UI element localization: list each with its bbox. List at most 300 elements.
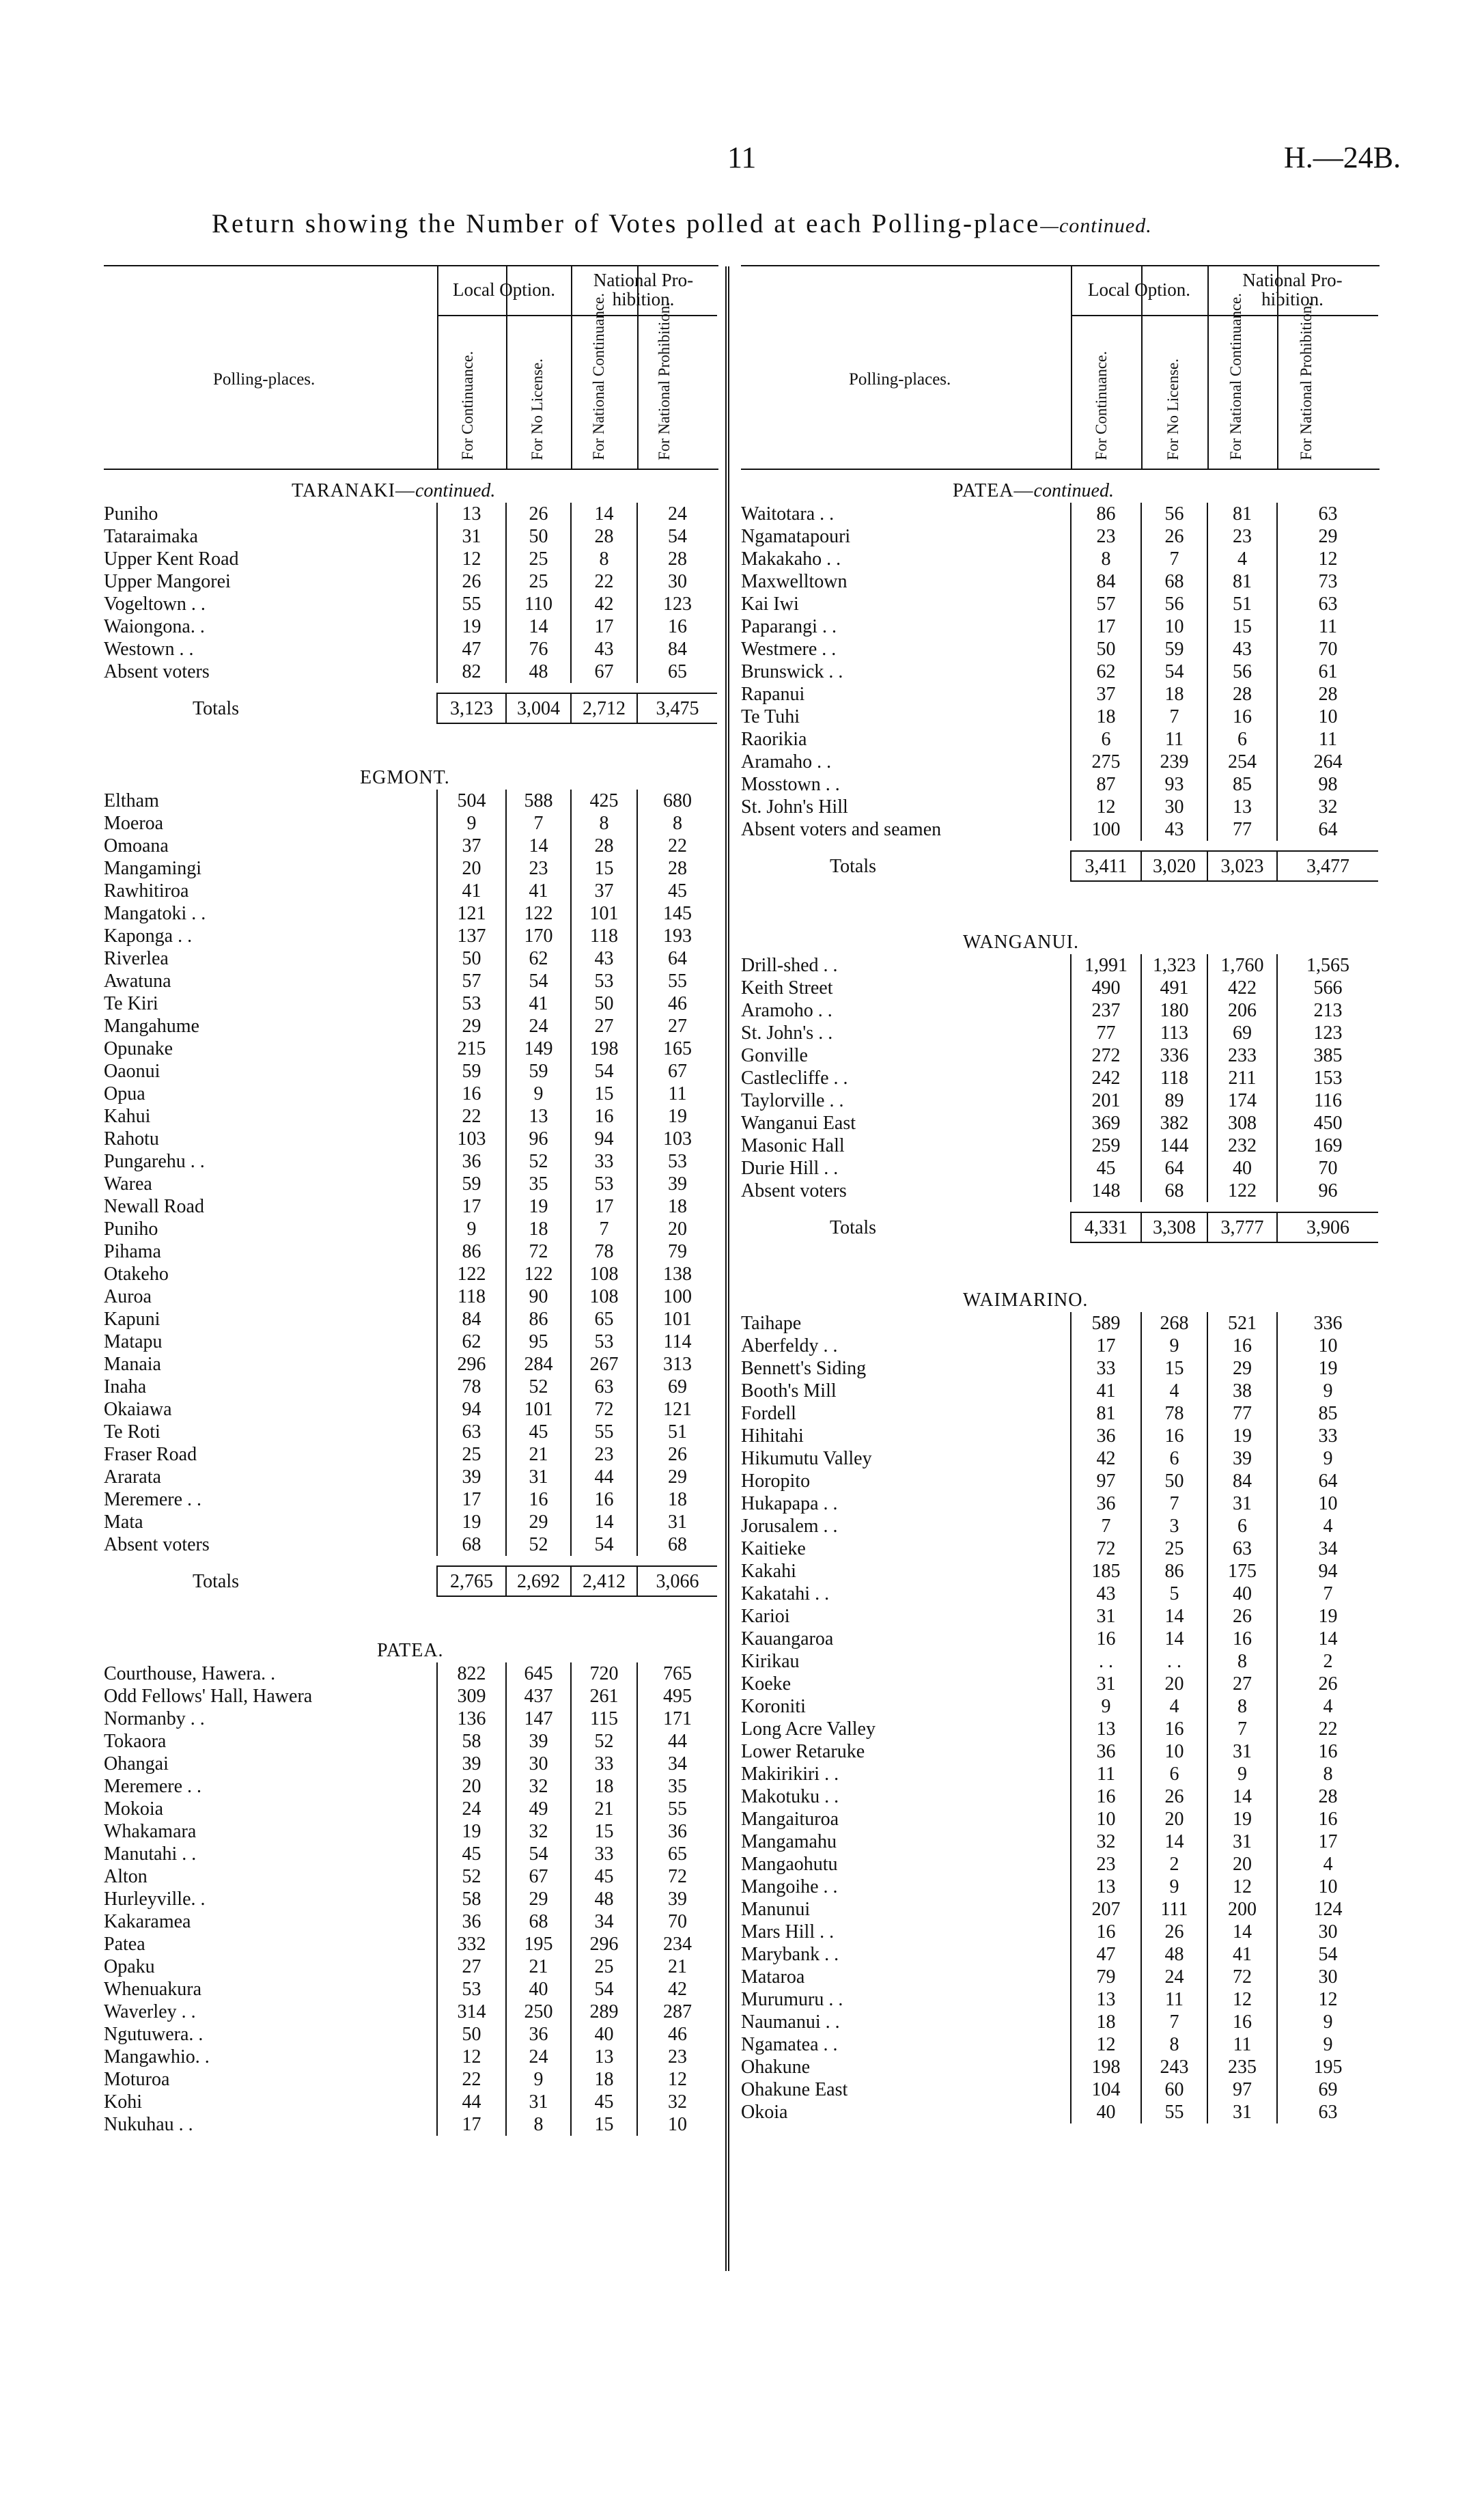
polling-place-name: Matapu	[104, 1331, 163, 1352]
vote-count: 16	[1071, 1921, 1141, 1943]
vote-count: 153	[1277, 1067, 1378, 1089]
vote-count: 44	[637, 1730, 717, 1753]
vote-count: 29	[637, 1466, 717, 1488]
vote-count: 23	[1071, 1853, 1141, 1876]
vote-count: 118	[437, 1285, 506, 1308]
table-row	[741, 1312, 1378, 1335]
table-row	[741, 954, 1378, 977]
vote-count: 495	[637, 1685, 717, 1708]
polling-place-name: Absent voters and seamen	[741, 819, 942, 840]
vote-count: 63	[1277, 503, 1378, 525]
vote-count: 34	[637, 1753, 717, 1775]
vote-count: 10	[1277, 1335, 1378, 1357]
polling-place-name: Hihitahi	[741, 1425, 804, 1447]
vote-count: 26	[1141, 1921, 1207, 1943]
header-for-continuance: For Continuance.	[459, 351, 476, 460]
vote-count: 54	[1141, 660, 1207, 683]
table-row	[104, 1685, 717, 1708]
total-count: 3,020	[1141, 851, 1207, 881]
polling-place-name: Mangatoki . .	[104, 903, 206, 924]
polling-place-name: Long Acre Valley	[741, 1718, 876, 1740]
polling-place-name: Nukuhau . .	[104, 2114, 193, 2135]
vote-count: 18	[506, 1218, 571, 1240]
vote-count: 15	[571, 1083, 637, 1105]
vote-count: 261	[571, 1685, 637, 1708]
vote-count: 97	[1207, 2078, 1277, 2101]
vote-count: 24	[506, 1015, 571, 1037]
vote-count: 45	[1071, 1157, 1141, 1180]
vote-count: 437	[506, 1685, 571, 1708]
polling-place-name: Manutahi . .	[104, 1843, 197, 1865]
table-row	[104, 1730, 717, 1753]
vote-count: 86	[506, 1308, 571, 1331]
vote-count: 56	[1141, 503, 1207, 525]
section-name: WANGANUI.	[963, 931, 1079, 953]
polling-place-name: Alton	[104, 1866, 148, 1887]
polling-place-name: Jorusalem . .	[741, 1516, 838, 1537]
table-row	[741, 1380, 1378, 1402]
vote-count: 180	[1141, 999, 1207, 1022]
table-row	[741, 1740, 1378, 1763]
vote-count: 79	[637, 1240, 717, 1263]
table-row	[741, 1157, 1378, 1180]
vote-count: 21	[571, 1798, 637, 1820]
vote-count: 63	[437, 1421, 506, 1443]
polling-place-name: Opua	[104, 1083, 145, 1104]
header-for-no-license: For No License.	[1164, 359, 1181, 460]
vote-count: 19	[506, 1195, 571, 1218]
table-row	[104, 1820, 717, 1843]
header-for-no-license: For No License.	[529, 359, 546, 460]
vote-count: 72	[506, 1240, 571, 1263]
vote-count: 36	[437, 1150, 506, 1173]
vote-count: 81	[1207, 570, 1277, 593]
polling-place-name: Kahui	[104, 1106, 151, 1127]
vote-count: 12	[1277, 1988, 1378, 2011]
polling-place-name: Opunake	[104, 1038, 173, 1059]
vote-count: 24	[437, 1798, 506, 1820]
vote-count: 67	[637, 1060, 717, 1083]
vote-count: 54	[571, 1533, 637, 1556]
table-row	[741, 818, 1378, 841]
vote-count: 16	[637, 615, 717, 638]
table-row	[104, 1240, 717, 1263]
vote-count: 90	[506, 1285, 571, 1308]
vote-count: 20	[437, 1775, 506, 1798]
polling-place-name: Ohakune East	[741, 2079, 848, 2100]
polling-place-name: Castlecliffe . .	[741, 1068, 848, 1089]
table-row	[104, 812, 717, 835]
vote-count: 10	[1277, 1492, 1378, 1515]
vote-count: 73	[1277, 570, 1378, 593]
right-table-body	[741, 470, 1380, 2123]
vote-count: 1,760	[1207, 954, 1277, 977]
vote-count: 26	[506, 503, 571, 525]
table-row	[741, 1853, 1378, 1876]
vote-count: 2	[1277, 1650, 1378, 1673]
vote-count: 81	[1207, 503, 1277, 525]
table-row	[741, 1943, 1378, 1966]
vote-count: 8	[1277, 1763, 1378, 1785]
vote-count: 174	[1207, 1089, 1277, 1112]
vote-count: 9	[1277, 1447, 1378, 1470]
vote-count: 6	[1207, 1515, 1277, 1537]
vote-count: 11	[1277, 728, 1378, 751]
vote-count: 48	[506, 660, 571, 683]
totals-label: Totals	[193, 697, 240, 719]
vote-count: 10	[1141, 615, 1207, 638]
vote-count: 9	[1141, 1335, 1207, 1357]
vote-count: 235	[1207, 2056, 1277, 2078]
polling-place-name: Mosstown . .	[741, 774, 840, 795]
vote-count: 104	[1071, 2078, 1141, 2101]
vote-count: 29	[506, 1511, 571, 1533]
vote-count: 30	[506, 1753, 571, 1775]
polling-place-name: Kaitieke	[741, 1538, 806, 1559]
polling-place-name: Te Tuhi	[741, 706, 800, 727]
table-row	[104, 1933, 717, 1955]
vote-count: 491	[1141, 977, 1207, 999]
table-row	[104, 1353, 717, 1376]
table-row	[104, 1285, 717, 1308]
polling-place-name: Pungarehu . .	[104, 1151, 205, 1172]
vote-count: 85	[1207, 773, 1277, 796]
table-row	[741, 1583, 1378, 1605]
vote-count: 12	[437, 2046, 506, 2068]
vote-count: 123	[637, 593, 717, 615]
table-row	[104, 1865, 717, 1888]
vote-count: 29	[437, 1015, 506, 1037]
vote-count: 36	[437, 1910, 506, 1933]
vote-count: 1,991	[1071, 954, 1141, 977]
table-row	[104, 902, 717, 925]
table-row	[104, 1015, 717, 1037]
vote-count: 68	[506, 1910, 571, 1933]
table-row	[104, 525, 717, 548]
vote-count: 59	[437, 1173, 506, 1195]
polling-place-name: Eltham	[104, 790, 159, 811]
vote-count: 284	[506, 1353, 571, 1376]
vote-count: 31	[506, 2091, 571, 2113]
table-row	[104, 1466, 717, 1488]
vote-count: 67	[571, 660, 637, 683]
vote-count: 122	[506, 1263, 571, 1285]
vote-count: 14	[1141, 1830, 1207, 1853]
vote-count: 122	[506, 902, 571, 925]
vote-count: 68	[637, 1533, 717, 1556]
vote-count: 6	[1071, 728, 1141, 751]
vote-count: 23	[571, 1443, 637, 1466]
vote-count: 41	[437, 880, 506, 902]
vote-count: 13	[506, 1105, 571, 1128]
vote-count: 16	[1207, 1335, 1277, 1357]
vote-count: 28	[637, 857, 717, 880]
vote-count: 93	[1141, 773, 1207, 796]
vote-count: 69	[1277, 2078, 1378, 2101]
vote-count: 43	[571, 947, 637, 970]
vote-count: 10	[1277, 1876, 1378, 1898]
vote-count: 87	[1071, 773, 1141, 796]
vote-count: 54	[506, 970, 571, 992]
right-panel	[741, 265, 1380, 2123]
vote-count: 62	[1071, 660, 1141, 683]
vote-count: 124	[1277, 1898, 1378, 1921]
total-count: 3,477	[1277, 851, 1378, 881]
vote-count: 65	[637, 660, 717, 683]
vote-count: 37	[1071, 683, 1141, 706]
vote-count: 63	[1277, 593, 1378, 615]
vote-count: 78	[1141, 1402, 1207, 1425]
vote-count: 267	[571, 1353, 637, 1376]
vote-count: 25	[437, 1443, 506, 1466]
vote-count: 47	[1071, 1943, 1141, 1966]
vote-count: 31	[1207, 1830, 1277, 1853]
vote-count: 19	[1277, 1357, 1378, 1380]
vote-count: 40	[1071, 2101, 1141, 2123]
vote-count: 18	[571, 2068, 637, 2091]
vote-count: 47	[437, 638, 506, 660]
polling-place-name: Fraser Road	[104, 1444, 197, 1465]
vote-count: 17	[437, 1195, 506, 1218]
vote-count: 94	[571, 1128, 637, 1150]
polling-place-name: Te Roti	[104, 1421, 160, 1443]
vote-count: 16	[1071, 1785, 1141, 1808]
vote-count: 52	[506, 1150, 571, 1173]
vote-count: 53	[637, 1150, 717, 1173]
title-suffix: —continued.	[1040, 214, 1152, 237]
total-count: 3,123	[437, 693, 506, 723]
table-row	[741, 1785, 1378, 1808]
vote-count: . .	[1141, 1650, 1207, 1673]
vote-count: 250	[506, 2001, 571, 2023]
header-for-national-prohibition: For National Prohibition.	[656, 302, 673, 460]
vote-count: 96	[1277, 1180, 1378, 1202]
vote-count: 237	[1071, 999, 1141, 1022]
polling-place-name: Taylorville . .	[741, 1090, 844, 1111]
vote-count: 32	[1277, 796, 1378, 818]
table-row	[104, 1105, 717, 1128]
vote-count: 67	[506, 1865, 571, 1888]
polling-place-name: Waiongona. .	[104, 616, 205, 637]
polling-place-name: Otakeho	[104, 1264, 169, 1285]
vote-count: 287	[637, 2001, 717, 2023]
vote-count: 122	[1207, 1180, 1277, 1202]
vote-count: 17	[437, 1488, 506, 1511]
page-title	[212, 208, 1152, 239]
vote-count: 121	[637, 1398, 717, 1421]
vote-count: 198	[1071, 2056, 1141, 2078]
polling-place-name: Kakaramea	[104, 1911, 191, 1932]
vote-count: 5	[1141, 1583, 1207, 1605]
table-header	[741, 265, 1380, 470]
vote-count: 30	[1141, 796, 1207, 818]
vote-count: 16	[571, 1105, 637, 1128]
vote-count: 30	[1277, 1921, 1378, 1943]
vote-count: 28	[571, 525, 637, 548]
totals-row	[741, 851, 1378, 881]
table-row	[741, 1695, 1378, 1718]
vote-count: 108	[571, 1263, 637, 1285]
polling-place-name: Ohakune	[741, 2057, 811, 2078]
vote-count: 25	[571, 1955, 637, 1978]
vote-count: 39	[637, 1173, 717, 1195]
vote-count: 385	[1277, 1044, 1378, 1067]
vote-count: 36	[1071, 1425, 1141, 1447]
table-row	[104, 1398, 717, 1421]
vote-count: 148	[1071, 1180, 1141, 1202]
table-row	[741, 1447, 1378, 1470]
vote-count: 24	[637, 503, 717, 525]
vote-count: 16	[437, 1083, 506, 1105]
vote-count: 82	[437, 660, 506, 683]
vote-count: 56	[1141, 593, 1207, 615]
vote-count: 10	[637, 2113, 717, 2136]
polling-place-name: Normanby . .	[104, 1708, 205, 1729]
table-row	[741, 1022, 1378, 1044]
vote-count: 490	[1071, 977, 1141, 999]
vote-count: 720	[571, 1662, 637, 1685]
polling-place-name: Karioi	[741, 1606, 790, 1627]
vote-count: 16	[1207, 706, 1277, 728]
vote-count: 26	[437, 570, 506, 593]
vote-count: 3	[1141, 1515, 1207, 1537]
table-row	[104, 2046, 717, 2068]
table-row	[741, 1537, 1378, 1560]
vote-count: 18	[571, 1775, 637, 1798]
vote-count: 31	[437, 525, 506, 548]
vote-count: 254	[1207, 751, 1277, 773]
vote-count: 84	[637, 638, 717, 660]
vote-count: 26	[1141, 525, 1207, 548]
polling-place-name: Rahotu	[104, 1128, 159, 1150]
vote-count: 38	[1207, 1380, 1277, 1402]
table-row	[104, 1128, 717, 1150]
vote-count: 42	[571, 593, 637, 615]
table-row	[104, 615, 717, 638]
vote-count: 50	[437, 2023, 506, 2046]
table-row	[741, 548, 1378, 570]
table-row	[741, 1560, 1378, 1583]
vote-count: 52	[506, 1533, 571, 1556]
vote-count: 11	[1141, 728, 1207, 751]
vote-count: 72	[1207, 1966, 1277, 1988]
vote-count: 37	[571, 880, 637, 902]
polling-place-name: St. John's . .	[741, 1022, 833, 1044]
polling-place-name: Kakatahi . .	[741, 1583, 830, 1604]
vote-count: 16	[1207, 1628, 1277, 1650]
table-row	[741, 796, 1378, 818]
vote-count: 69	[637, 1376, 717, 1398]
total-count: 2,692	[506, 1566, 571, 1596]
vote-count: 136	[437, 1708, 506, 1730]
vote-count: 16	[1277, 1808, 1378, 1830]
vote-count: 51	[637, 1421, 717, 1443]
polling-place-name: Inaha	[104, 1376, 147, 1397]
vote-count: 21	[506, 1955, 571, 1978]
table-row	[741, 773, 1378, 796]
polling-place-name: Horopito	[741, 1471, 811, 1492]
table-row	[104, 1218, 717, 1240]
table-row	[741, 638, 1378, 660]
vote-count: 101	[506, 1398, 571, 1421]
vote-count: 54	[1277, 1943, 1378, 1966]
vote-count: 9	[1141, 1876, 1207, 1898]
section-heading-row	[104, 765, 717, 790]
vote-count: 28	[1277, 1785, 1378, 1808]
vote-count: 31	[1071, 1673, 1141, 1695]
table-row	[104, 1376, 717, 1398]
vote-count: 43	[1071, 1583, 1141, 1605]
vote-count: 49	[506, 1798, 571, 1820]
polling-place-name: Riverlea	[104, 948, 169, 969]
section-heading	[741, 480, 1114, 501]
vote-count: 6	[1207, 728, 1277, 751]
polling-place-name: Kirikau	[741, 1651, 800, 1672]
vote-count: 18	[1141, 683, 1207, 706]
vote-count: 53	[437, 1978, 506, 2001]
vote-count: 16	[1277, 1740, 1378, 1763]
table-row	[104, 1888, 717, 1910]
vote-count: 28	[571, 835, 637, 857]
vote-count: 10	[1071, 1808, 1141, 1830]
title-text: Return showing the Number of Votes polled at each Polling-place	[212, 209, 1041, 238]
vote-count: 17	[571, 1195, 637, 1218]
total-count: 2,412	[571, 1566, 637, 1596]
totals-label: Totals	[193, 1570, 240, 1592]
header-national-prohibition: National Pro-hibition.	[1242, 270, 1343, 309]
vote-count: 13	[1071, 1876, 1141, 1898]
table-row	[104, 790, 717, 812]
vote-count: 171	[637, 1708, 717, 1730]
totals-label: Totals	[830, 1216, 877, 1238]
polling-place-name: Courthouse, Hawera. .	[104, 1663, 276, 1684]
table-row	[741, 593, 1378, 615]
vote-count: 26	[637, 1443, 717, 1466]
table-row	[104, 835, 717, 857]
vote-count: 9	[1207, 1763, 1277, 1785]
vote-count: 45	[437, 1843, 506, 1865]
vote-count: 16	[1141, 1718, 1207, 1740]
vote-count: 19	[1207, 1425, 1277, 1447]
vote-count: 78	[571, 1240, 637, 1263]
section-heading-row	[741, 1287, 1378, 1312]
vote-count: 23	[1207, 525, 1277, 548]
vote-count: 114	[637, 1331, 717, 1353]
vote-count: 14	[506, 835, 571, 857]
table-row	[104, 1662, 717, 1685]
polling-place-name: Wanganui East	[741, 1113, 856, 1134]
vote-count: 22	[571, 570, 637, 593]
vote-count: 24	[1141, 1966, 1207, 1988]
polling-place-name: Aberfeldy . .	[741, 1335, 838, 1356]
vote-count: 118	[571, 925, 637, 947]
vote-count: 18	[1071, 2011, 1141, 2033]
vote-count: 213	[1277, 999, 1378, 1022]
vote-count: 77	[1207, 818, 1277, 841]
vote-count: 296	[571, 1933, 637, 1955]
vote-count: 336	[1277, 1312, 1378, 1335]
polling-place-name: Ararata	[104, 1466, 161, 1488]
vote-count: 16	[571, 1488, 637, 1511]
vote-count: 58	[437, 1888, 506, 1910]
vote-count: 7	[1277, 1583, 1378, 1605]
vote-count: 7	[1207, 1718, 1277, 1740]
polling-place-name: Makakaho . .	[741, 548, 841, 570]
table-row	[104, 880, 717, 902]
vote-count: 59	[1141, 638, 1207, 660]
polling-place-name: Mata	[104, 1512, 143, 1533]
polling-place-name: Ngamatea . .	[741, 2034, 838, 2055]
